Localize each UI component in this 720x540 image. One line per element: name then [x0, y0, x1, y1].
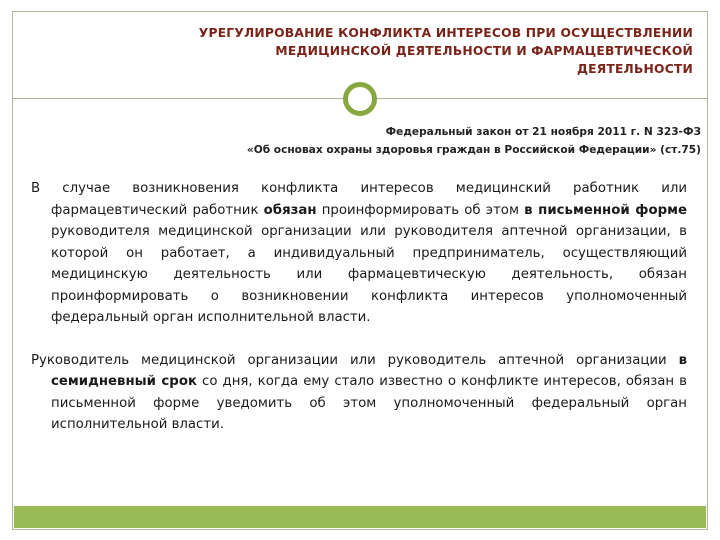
paragraph-2-text-2: со дня, когда ему стало известно о конфликте интересов, обязан в письменной форме уведомить об этом уполномоченный федеральный орган исполнительной власти.: [51, 374, 687, 432]
paragraph-1-bold-obliged: обязан: [263, 202, 317, 218]
law-reference: [247, 123, 701, 159]
footer-accent-bar: [14, 506, 706, 528]
paragraph-2: [31, 350, 687, 436]
paragraph-2-text-1: Руководитель медицинской организации или руководитель аптечной организации: [31, 352, 679, 368]
paragraph-1-text-2: проинформировать об этом: [316, 202, 525, 218]
paragraph-1-bold-written-form: в письменной форме: [524, 202, 687, 218]
slide-frame: [12, 11, 708, 530]
law-reference-line-2: «Об основах охраны здоровья граждан в Российской Федерации» (ст.75): [246, 144, 701, 156]
paragraph-1-text-1: В случае возникновения конфликта интересов медицинский работник или фармацевтический работник: [31, 181, 687, 218]
title-line-3: ДЕЯТЕЛЬНОСТИ: [576, 62, 693, 76]
paragraph-1-text-3: руководителя медицинской организации или руководителя аптечной организации, в которой он работает, а индивидуальный предприниматель, осуществляющий медицинскую деятельность или фармацевтическую деятельность, обязан проинформировать о возникновении конфликта интересов уполномоченный федеральный орган исполнительной власти.: [51, 224, 687, 325]
law-reference-line-1: Федеральный закон от 21 ноября 2011 г. N 323-ФЗ: [385, 126, 701, 138]
title-line-2: МЕДИЦИНСКОЙ ДЕЯТЕЛЬНОСТИ И ФАРМАЦЕВТИЧЕСКОЙ: [275, 44, 693, 58]
paragraph-2-bold-seven-days: в семидневный срок: [51, 352, 687, 389]
paragraph-1: [31, 178, 687, 329]
divider-circle-ornament: [343, 82, 377, 116]
body-text: [31, 178, 687, 436]
title-line-1: УРЕГУЛИРОВАНИЕ КОНФЛИКТА ИНТЕРЕСОВ ПРИ ОСУЩЕСТВЛЕНИИ: [198, 26, 693, 40]
slide-title: [113, 24, 693, 78]
